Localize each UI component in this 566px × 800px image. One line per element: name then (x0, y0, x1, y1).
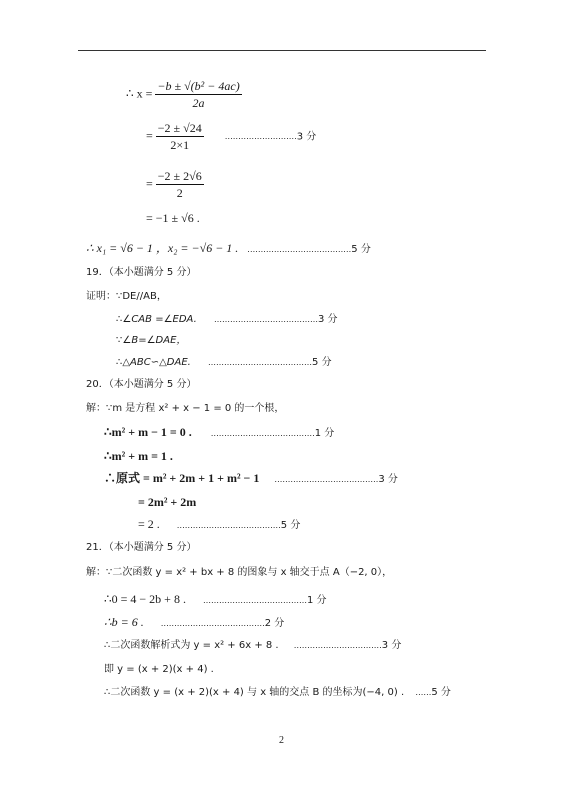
q20-line4: ∴原式 = m² + 2m + 1 + m² − 1 …………………………………3 分 (104, 471, 398, 485)
q19-line3: ∵∠B=∠DAE， (116, 335, 187, 346)
q21-header: 21．（本小题满分 5 分） (86, 542, 197, 553)
q20-line1: 解：∵m 是方程 x² + x − 1 = 0 的一个根， (86, 403, 285, 414)
step1: = $\frac{-2 \pm √24}{2\times 1}$ ………………………3 分 (146, 121, 317, 152)
q21-line2: ∴0 = 4 − 2b + 8 . …………………………………1 分 (104, 592, 327, 606)
step2: = $\frac{-2 \pm 2√6}{2}$ (146, 169, 202, 200)
q19-header: 19．（本小题满分 5 分） (86, 267, 197, 278)
q21-line5: 即 y = (x + 2)(x + 4) . (104, 664, 214, 675)
q20-line2: ∴m² + m − 1 = 0 . …………………………………1 分 (104, 425, 335, 439)
q19-line1: 证明：∵DE//AB， (86, 291, 167, 302)
q20-line6: = 2 . …………………………………5 分 (138, 517, 301, 531)
step2-fraction: $\frac{-2 \pm 2√6}{2}$ (157, 169, 202, 200)
quadratic-formula: ∴ x = $\frac{\text{−b ± √(b² − 4ac)}}{2a}$ (126, 79, 240, 110)
q21-line6: ∴二次函数 y = (x + 2)(x + 4) 与 x 轴的交点 B 的坐标为(−4, 0) . ……5 分 (104, 687, 451, 698)
formula-fraction: $\frac{\text{−b ± √(b² − 4ac)}}{2a}$ (157, 79, 240, 110)
q19-line2: ∴∠CAB =∠EDA. …………………………………3 分 (116, 314, 338, 325)
header-rule (78, 50, 486, 51)
q21-line1: 解：∵二次函数 y = x² + bx + 8 的图象与 x 轴交于点 A（−2, 0）， (86, 567, 393, 578)
q19-line4: ∴△ABC∽△DAE. …………………………………5 分 (116, 357, 332, 368)
q20-header: 20．（本小题满分 5 分） (86, 379, 197, 390)
q21-line3: ∴b = 6 . …………………………………2 分 (104, 615, 285, 629)
q21-line4: ∴二次函数解析式为 y = x² + 6x + 8 . ……………………………3 分 (104, 640, 402, 651)
page-number: 2 (279, 735, 284, 746)
q20-line5: = 2m² + 2m (138, 495, 197, 509)
step3: = −1 ± √6 . (146, 211, 200, 225)
roots-line: ∴ x₁ = √6 − 1 ，x₂ = −√6 − 1 . …………………………………5 分 (86, 241, 371, 255)
step1-fraction: $\frac{-2 \pm √24}{2\times 1}$ (157, 121, 202, 152)
q20-line3: ∴m² + m = 1 . (104, 449, 173, 463)
